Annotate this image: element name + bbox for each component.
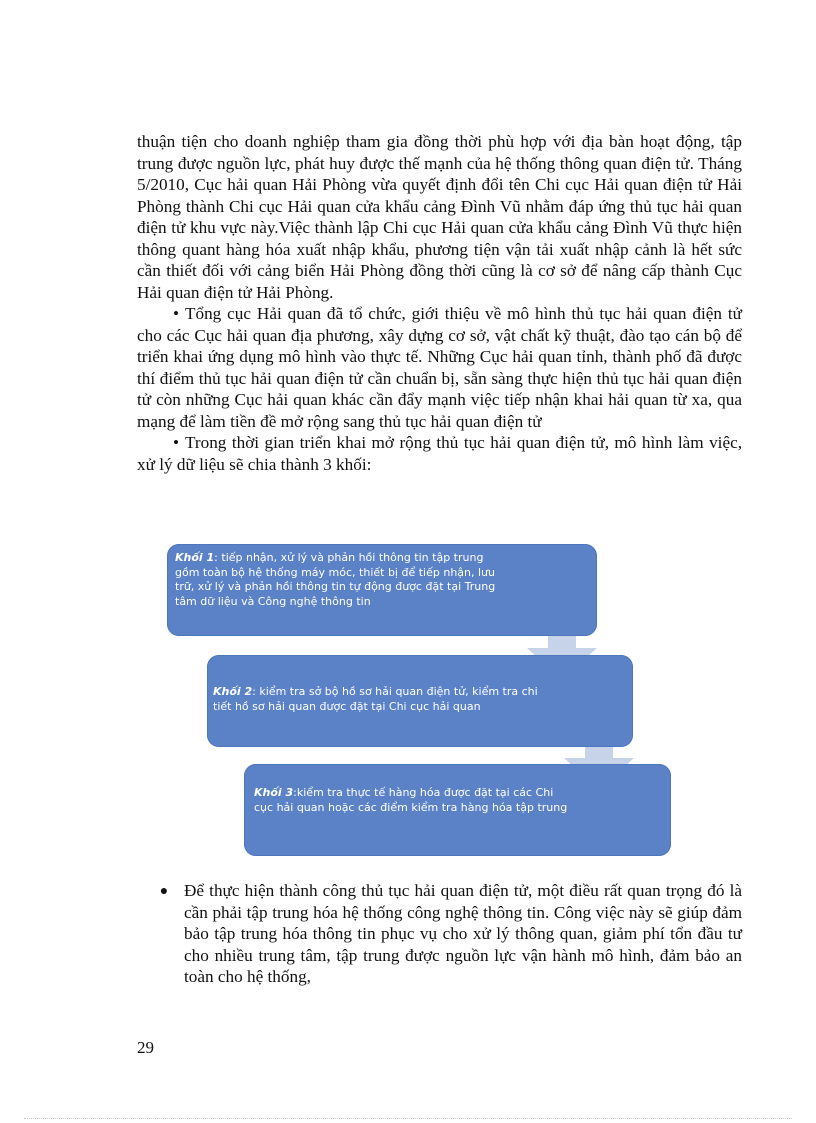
flow-block-2-label: Khối 2: [213, 685, 253, 698]
paragraph-3-text: Trong thời gian triển khai mở rộng thủ tục hải quan điện tử, mô hình làm việc, xử lý dữ liệu sẽ chia thành 3 khối:: [137, 433, 742, 474]
list-bullet-icon: ●: [159, 884, 169, 899]
flow-block-3-body: :kiểm tra thực tế hàng hóa được đặt tại các Chi cục hải quan hoặc các điểm kiểm tra hàng hóa tập trung: [254, 786, 568, 814]
bullet-icon: •: [173, 304, 180, 323]
flow-block-3-text: [254, 786, 572, 815]
flow-block-1: [167, 544, 597, 636]
paragraph-2-text: Tổng cục Hải quan đã tổ chức, giới thiệu về mô hình thủ tục hải quan điện tử cho các Cục hải quan địa phương, xây dựng cơ sở, vật chất kỹ thuật, đào tạo cán bộ để triển khai ứng dụng mô hình vào thực tế. Những Cục hải quan tỉnh, thành phố đã được thí điểm thủ tục hải quan điện tử cần chuẩn bị, sẵn sàng thực hiện thủ tục hải quan điện tử còn những Cục hải quan khác cần đẩy mạnh việc tiếp nhận khai hải quan từ xa, qua mạng để làm tiền đề mở rộng sang thủ tục hải quan điện tử: [137, 304, 742, 431]
flow-block-2: [207, 655, 633, 747]
flow-block-1-text: [175, 551, 507, 609]
bullet-icon: •: [173, 433, 180, 452]
flow-block-1-label: Khối 1: [175, 551, 215, 564]
flow-block-2-text: [213, 685, 543, 714]
paragraph-4: Để thực hiện thành công thủ tục hải quan điện tử, một điều rất quan trọng đó là cần phải tập trung hóa hệ thống công nghệ thông tin. Công việc này sẽ giúp đảm bảo tập trung hóa thông tin phục vụ cho xử lý thông quan, giảm phí tổn đầu tư cho nhiều trung tâm, tập trung được nguồn lực vận hành mô hình, đảm bảo an toàn cho hệ thống,: [184, 881, 742, 986]
page-number: 29: [137, 1038, 154, 1057]
flow-block-3-label: Khối 3: [254, 786, 294, 799]
paragraph-1: thuận tiện cho doanh nghiệp tham gia đồng thời phù hợp với địa bàn hoạt động, tập trung được nguồn lực, phát huy được thế mạnh của hệ thống thông quan điện tử. Tháng 5/2010, Cục hải quan Hải Phòng vừa quyết định đổi tên Chi cục Hải quan điện tử Hải Phòng thành Chi cục Hải quan cửa khẩu cảng Đình Vũ nhằm đáp ứng thủ tục hải quan điện tử khu vực này.Việc thành lập Chi cục Hải quan cửa khẩu cảng Đình Vũ thực hiện thông quant hàng hóa xuất nhập khẩu, phương tiện vận tải xuất nhập cảnh là hết sức cần thiết đối với cảng biển Hải Phòng đồng thời cũng là cơ sở để nâng cấp thành Cục Hải quan điện tử Hải Phòng.: [137, 132, 742, 302]
flow-block-1-body: : tiếp nhận, xử lý và phản hồi thông tin tập trung gồm toàn bộ hệ thống máy móc, thiết bị để tiếp nhận, lưu trữ, xử lý và phản hồi thông tin tự động được đặt tại Trung tâm dữ liệu và Công nghệ thông tin: [175, 551, 496, 608]
flow-block-2-body: : kiểm tra sở bộ hồ sơ hải quan điện tử, kiểm tra chi tiết hồ sơ hải quan được đặt tại Chi cục hải quan: [213, 685, 538, 713]
bullet-list: [159, 880, 742, 988]
page-divider: [24, 1118, 792, 1119]
flow-block-3: [244, 764, 671, 856]
